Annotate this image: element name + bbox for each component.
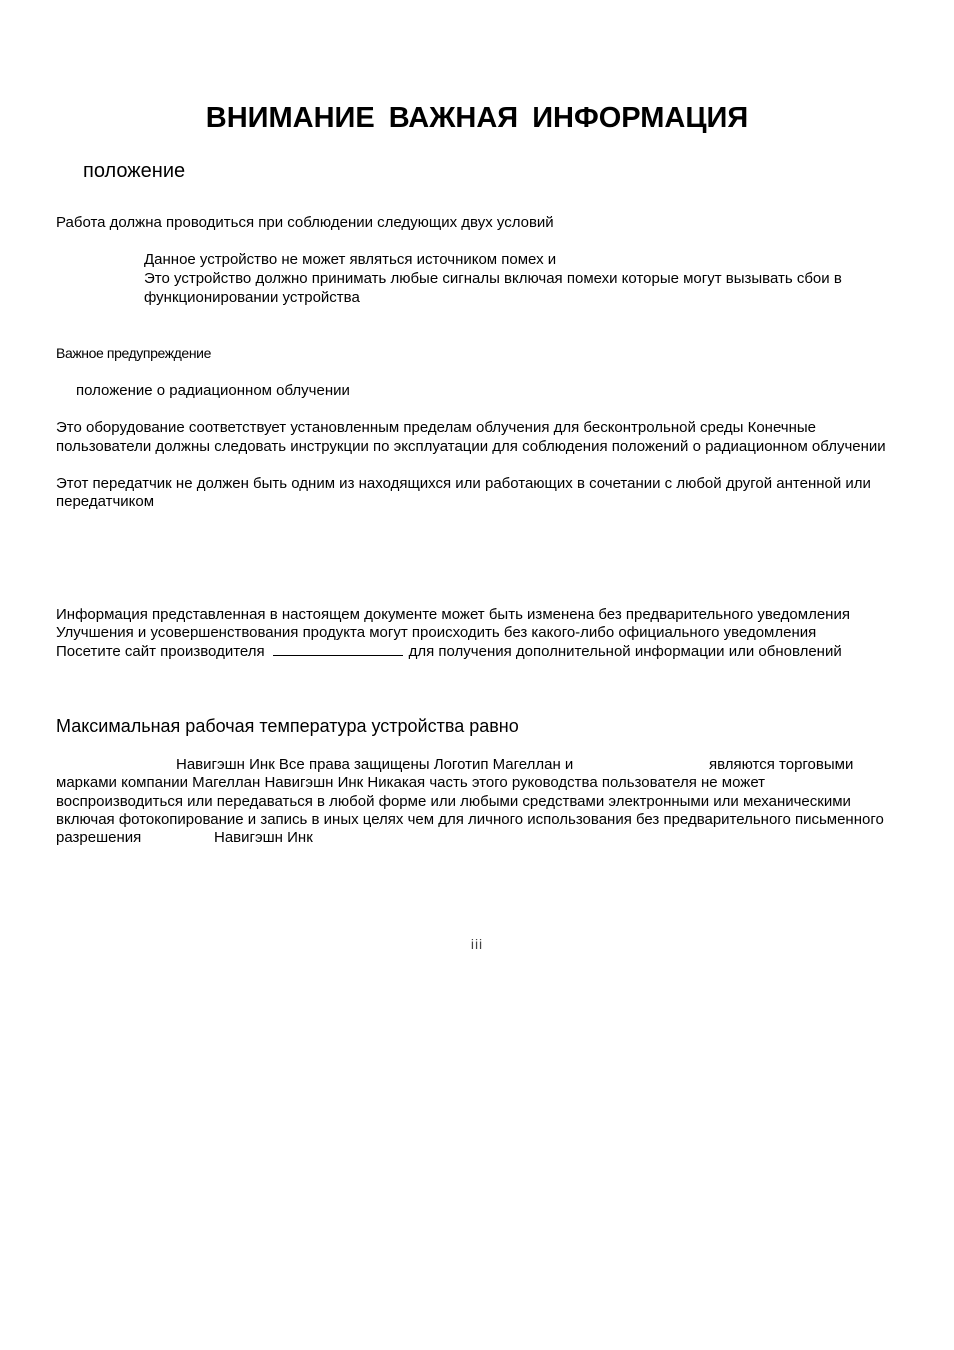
radiation-heading: положение о радиационном облучении	[76, 382, 350, 399]
page-title: ВНИМАНИЕ ВАЖНАЯ ИНФОРМАЦИЯ	[205, 102, 749, 134]
copyright-line: Навигэшн Инк	[214, 829, 313, 846]
copyright-line: Навигэшн Инк Все права защищены Логотип Магеллан и	[176, 756, 574, 773]
blank-underline	[273, 643, 403, 656]
condition-line: Данное устройство не может являться источником помех и	[144, 251, 557, 268]
radiation-text-line: Это оборудование соответствует установленным пределам облучения для бесконтрольной среды Конечные	[56, 419, 817, 436]
condition-line: функционировании устройства	[144, 289, 360, 306]
transmitter-text-line: Этот передатчик не должен быть одним из находящихся или работающих в сочетании с любой другой антенной или	[56, 475, 871, 492]
transmitter-text-line: передатчиком	[56, 493, 155, 510]
condition-line: Это устройство должно принимать любые сигналы включая помехи которые могут вызывать сбои в	[144, 270, 842, 287]
info-text-line: Улучшения и усовершенствования продукта могут происходить без какого-либо официального уведомления	[56, 624, 817, 641]
radiation-text-line: пользователи должны следовать инструкции по эксплуатации для соблюдения положений о радиационном облучении	[56, 438, 886, 455]
info-text-line: Информация представленная в настоящем документе может быть изменена без предварительного уведомления	[56, 606, 850, 623]
section-heading: положение	[83, 160, 186, 182]
page-number: iii	[470, 936, 484, 952]
visit-text: для получения дополнительной информации или обновлений	[408, 643, 842, 660]
copyright-line: разрешения	[56, 829, 142, 846]
max-temperature: Максимальная рабочая температура устройства равно	[56, 716, 519, 736]
copyright-line: являются торговыми	[709, 756, 854, 773]
visit-text: Посетите сайт производителя	[56, 643, 265, 660]
copyright-line: марками компании Магеллан Навигэшн Инк Никакая часть этого руководства пользователя не может	[56, 774, 766, 791]
conditions-intro: Работа должна проводиться при соблюдении следующих двух условий	[56, 214, 554, 231]
copyright-line: воспроизводиться или передаваться в любой форме или любыми средствами электронными или механическими	[56, 793, 851, 810]
warning-label: Важное предупреждение	[56, 345, 211, 361]
copyright-line: включая фотокопирование и запись в иных целях чем для личного использования без предварительного письменного	[56, 811, 884, 828]
visit-line	[56, 643, 842, 662]
